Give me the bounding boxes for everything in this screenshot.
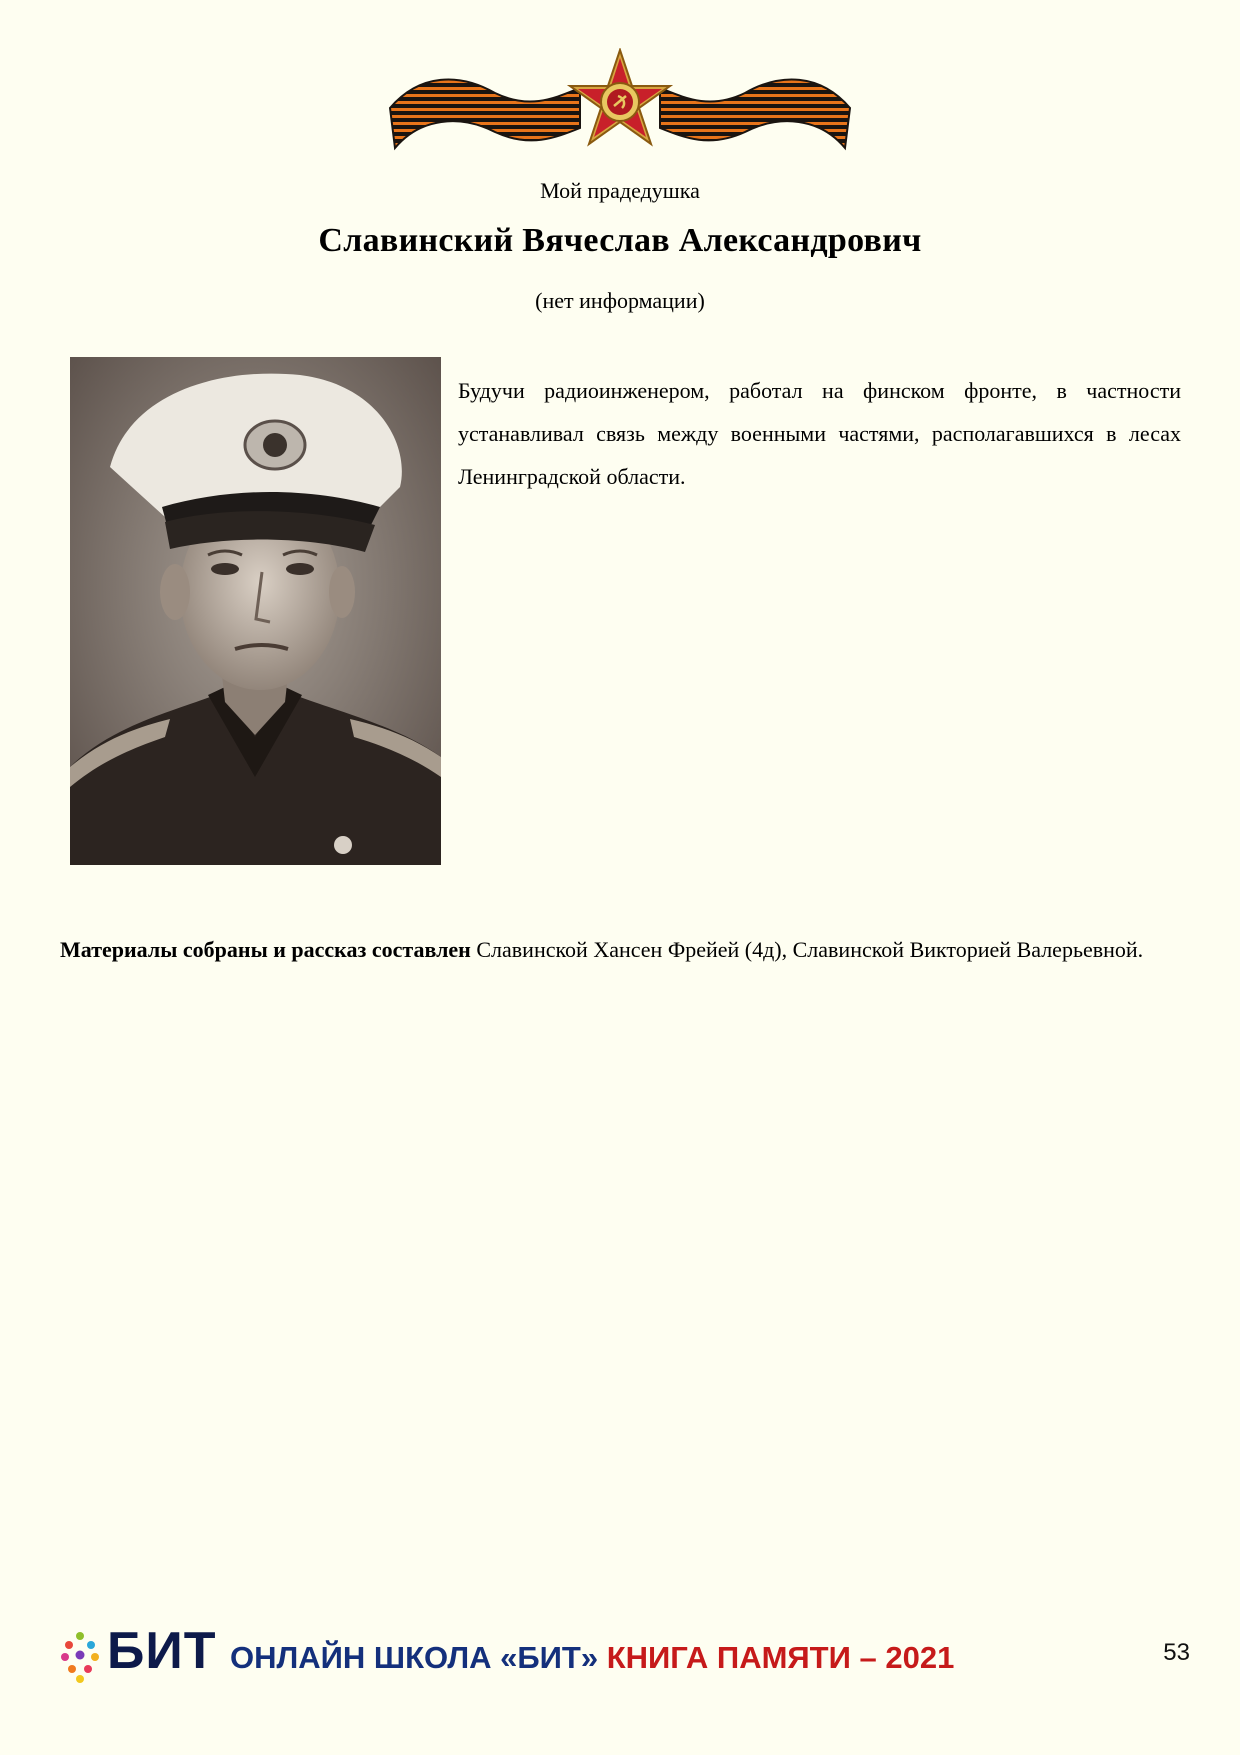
biography-text: Будучи радиоинженером, работал на финском фронте, в частности устанавливал связь между военными частями, располагавшихся в лесах Ленинградской области.	[458, 378, 1181, 489]
subtitle: Мой прадедушка	[540, 178, 700, 203]
colorful-dots-icon	[60, 1631, 100, 1683]
footer-title	[230, 1640, 954, 1676]
bit-logo: БИТ	[107, 1622, 217, 1680]
st-george-ribbon-emblem-icon	[385, 48, 855, 160]
page-number: 53	[1163, 1639, 1190, 1666]
book-name: КНИГА ПАМЯТИ – 2021	[606, 1640, 955, 1675]
school-name: ОНЛАЙН ШКОЛА «БИТ»	[230, 1640, 599, 1675]
life-dates: (нет информации)	[535, 288, 705, 313]
portrait-photo	[70, 357, 441, 865]
credits-authors: Славинской Хансен Фрейей (4д), Славинской Викторией Валерьевной.	[476, 937, 1144, 962]
credits-paragraph	[60, 928, 1181, 972]
footer	[60, 1622, 1190, 1685]
credits-label: Материалы собраны и рассказ составлен	[60, 937, 471, 962]
person-name: Славинский Вячеслав Александрович	[318, 222, 922, 259]
